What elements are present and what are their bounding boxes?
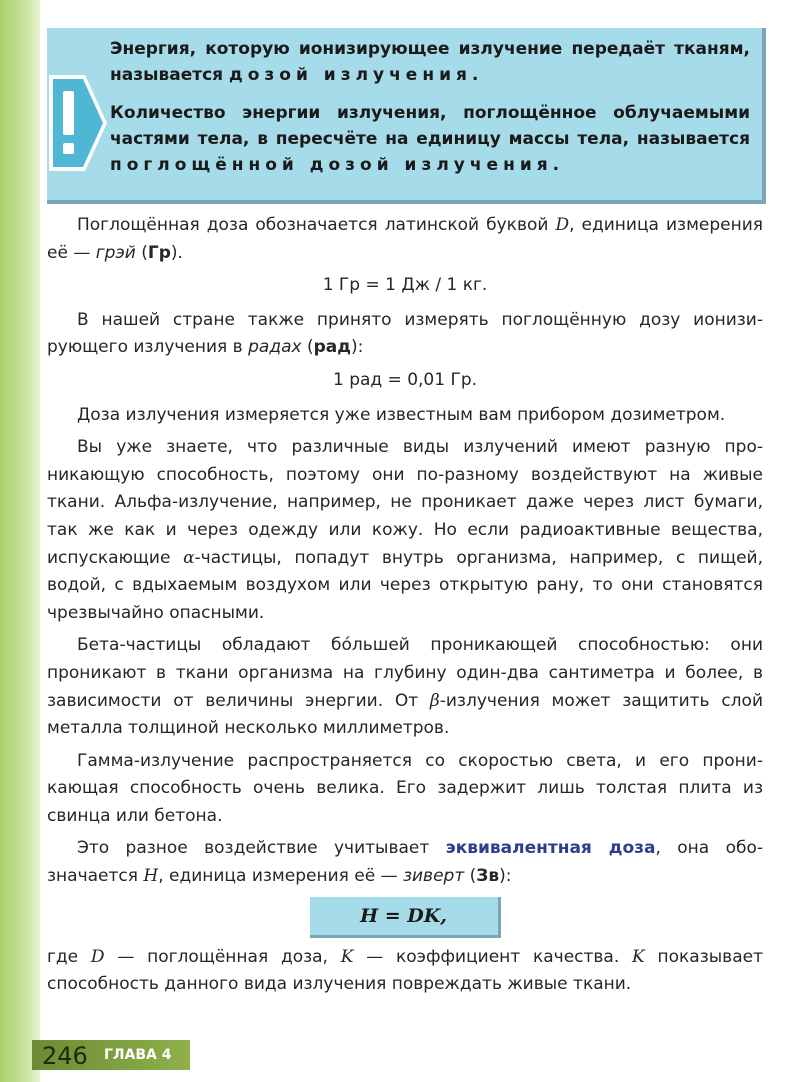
rule-definition-dose: Энергия, которую ионизирующее излучение передаёт тканям, называется дозой излучения. (110, 39, 750, 85)
paragraph-rad: В нашей стране также принято измерять поглощённую дозу ионизирующего излучения в радах (рад): (47, 309, 763, 358)
equation-gray: 1 Гр = 1 Дж / 1 кг. (322, 275, 488, 296)
term-absorbed-dose: поглощённой дозой излучения (110, 155, 553, 175)
paragraph-gamma: Гамма-излучение распространяется со скоростью света, и его проникающая способность очень велика. Его задержит лишь толстая плита из свинца или бетона. (47, 750, 763, 826)
term-dose: дозой излучения (229, 65, 472, 85)
main-text (47, 212, 763, 1004)
term-equivalent-dose: эквивалентная доза (445, 838, 656, 859)
formula-container (47, 897, 763, 938)
paragraph-beta: Бета-частицы обладают бóльшей проникающей способностью: они проникают в ткани организма на глубину один-два сантиметра и более, в зависимости от величины энергии. От β-излучения может защитить слой металла толщиной несколько миллиметров. (47, 635, 763, 739)
paragraph-equivalent-dose: Это разное воздействие учитывает эквивалентная доза, она обозначается H, единица измерения её — зиверт (Зв): (47, 838, 763, 887)
page-footer (32, 1040, 190, 1070)
paragraph-absorbed-dose: Поглощённая доза обозначается латинской буквой D, единица измерения её — грэй (Гр). (47, 215, 763, 263)
rule-box (47, 28, 766, 204)
chapter-label: ГЛАВА 4 (104, 1047, 172, 1063)
rule-definition-absorbed-dose: Количество энергии излучения, поглощённое облучаемыми частями тела, в пересчёте на единицу массы тела, называется поглощённой дозой излучения. (110, 103, 750, 175)
left-margin-bar (0, 0, 40, 1082)
formula-box: H = DK, (310, 897, 501, 938)
exclamation-icon (47, 73, 109, 173)
paragraph-dosimeter: Доза излучения измеряется уже известным вам прибором дозиметром. (77, 404, 726, 425)
paragraph-quality-factor: где D — поглощённая доза, K — коэффициент качества. K показывает способность данного вида излучения повреждать живые ткани. (47, 946, 763, 995)
rule-text (110, 36, 750, 190)
page-number: 246 (42, 1042, 88, 1070)
equation-rad: 1 рад = 0,01 Гр. (332, 369, 478, 390)
paragraph-alpha: Вы уже знаете, что различные виды излучений имеют разную проникающую способность, поэтому они по-разному воздействуют на живые ткани. Альфа-излучение, например, не проникает даже через лист бумаги, так же как и через одежду или кожу. Но если радиоактивные вещества, испускающие α-частицы, попадут внутрь организма, например, с пищей, водой, с вдыхаемым воздухом или через открытую рану, то они становятся чрезвычайно опасными. (47, 437, 763, 623)
